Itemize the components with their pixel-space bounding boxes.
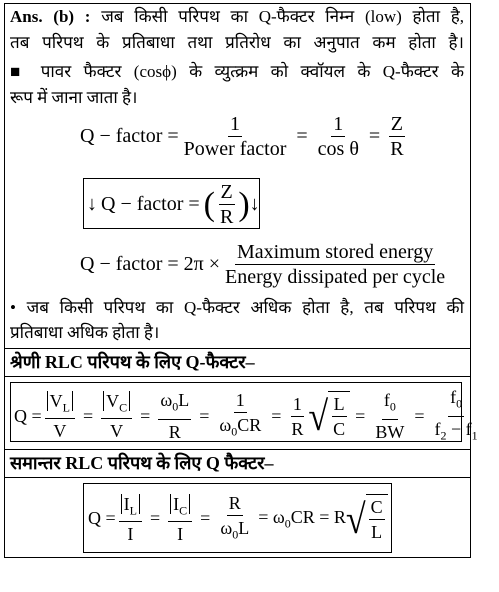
- one-over-r: $\frac{1}{R}$: [291, 393, 304, 439]
- down-arrow-icon: ↓: [87, 193, 97, 215]
- high-q-line-1: [10, 296, 464, 320]
- r-over-w0l: $\frac{R}{\omega_0L}$: [220, 493, 250, 542]
- eq1-lhs: Q − factor =: [80, 125, 179, 147]
- answer-label: Ans. (b) :: [10, 7, 91, 26]
- w0l-over-r: $\frac{\omega_0L}{R}$: [160, 390, 190, 442]
- intro-text-1: जब किसी परिपथ का Q-फैक्टर निम्न (low) होता है,: [101, 7, 465, 26]
- down-arrow-icon: ↓: [249, 193, 260, 215]
- series-q: Q =: [14, 405, 42, 426]
- intro-line-2: तब परिपथ के प्रतिबाधा तथा प्रतिरोध का अनुपात कम होता है।: [10, 33, 464, 52]
- eq1-fraction-3: $\frac{Z}{R}$: [390, 113, 404, 160]
- q-factor-equation-1: [80, 112, 409, 161]
- parallel-q: Q =: [88, 508, 116, 529]
- series-q-equation: Q = $\frac{V_L}{V}$ = $\frac{V_C}{V}$ = $\frac{\omega_0L}{R}$ = $\frac{1}{\omega_0CR}$ = $\frac{1}{R}$ √ $\frac{L}{C}$ = $\frac{f_0}{BW}$ = $\frac{f_0}{f_2 - f_1}$: [14, 385, 483, 447]
- power-factor-line-2: रूप में जाना जाता है।: [10, 88, 138, 107]
- sqrt-c-over-l: √ $\frac{C}{L}$: [346, 494, 388, 544]
- vc-over-v: $\frac{V_C}{V}$: [101, 389, 132, 444]
- eq1-equals: =: [296, 125, 308, 147]
- f0-over-bw: $\frac{f_0}{BW}$: [375, 390, 405, 442]
- power-factor-line-1: [10, 60, 464, 84]
- f0-over-f2-minus-f1: $\frac{f_0}{f_2 - f_1}$: [434, 387, 478, 443]
- divider: [4, 477, 471, 478]
- high-q-text-1: जब किसी परिपथ का Q-फैक्टर अधिक होता है, तब परिपथ की: [26, 298, 465, 317]
- intro-line-1: [10, 5, 464, 29]
- power-factor-text-1: पावर फैक्टर (cosϕ) के व्युत्क्रम को क्वॉयल के Q-फैक्टर के: [40, 62, 464, 81]
- one-over-w0cr: $\frac{1}{\omega_0CR}$: [219, 390, 262, 439]
- eq1-equals-2: =: [368, 125, 381, 147]
- parallel-heading: समान्तर RLC परिपथ के लिए Q फैक्टर–: [10, 453, 274, 473]
- eq2-fraction: $\frac{Z}{R}$: [219, 181, 234, 228]
- sqrt-l-over-c: √ $\frac{L}{C}$: [308, 391, 350, 441]
- divider: [4, 449, 471, 450]
- parallel-q-equation: Q = $\frac{I_L}{I}$ = $\frac{I_C}{I}$ = $\frac{R}{\omega_0L}$ = $\omega_0CR = R$ √ $\frac{C}{L}$: [88, 491, 388, 547]
- eq3-lhs: Q − factor = 2π ×: [80, 253, 221, 275]
- divider: [4, 348, 471, 349]
- eq3-fraction: $\frac{\text{Maximum stored energy}}{\text{Energy dissipated per cycle}}$: [225, 241, 446, 288]
- high-q-line-2: प्रतिबाधा अधिक होता है।: [10, 323, 160, 342]
- dot-bullet-icon: •: [10, 298, 16, 317]
- series-heading: श्रेणी RLC परिपथ के लिए Q-फैक्टर–: [10, 352, 255, 372]
- eq1-fraction-2: $\frac{1}{\text{cos θ}}$: [317, 113, 359, 160]
- divider: [4, 376, 471, 377]
- q-factor-equation-2: ↓ Q − factor = ( $\frac{Z}{R}$ ) ↓: [87, 181, 260, 228]
- vl-over-v: $\frac{V_L}{V}$: [45, 389, 75, 444]
- ic-over-i: $\frac{I_C}{I}$: [168, 492, 192, 547]
- il-over-i: $\frac{I_L}{I}$: [119, 492, 142, 547]
- eq2-lhs: Q − factor =: [101, 193, 200, 215]
- eq1-fraction-1: $\frac{1}{\text{Power factor}}$: [183, 113, 287, 160]
- q-factor-equation-3: [80, 240, 450, 289]
- square-bullet-icon: ■: [10, 62, 29, 81]
